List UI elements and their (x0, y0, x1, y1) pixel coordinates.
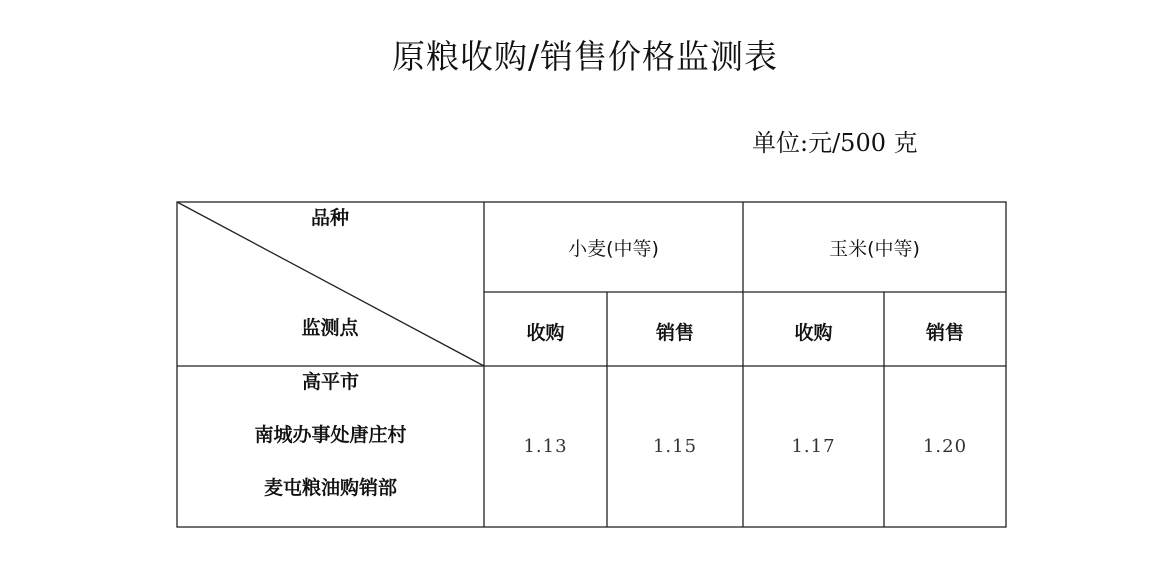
value-corn-sale: 1.20 (922, 436, 968, 457)
value-corn-purchase: 1.17 (791, 436, 836, 457)
corner-variety-label: 品种 (310, 207, 349, 229)
subheader-wheat-sale: 销售 (655, 322, 694, 344)
location-line-station: 麦屯粮油购销部 (263, 477, 397, 499)
location-line-city: 高平市 (301, 371, 359, 393)
subheader-corn-sale: 销售 (925, 322, 964, 344)
unit-label: 单位:元/500 克 (752, 129, 918, 157)
value-wheat-sale: 1.15 (652, 436, 698, 457)
variety-header-corn: 玉米(中等) (829, 238, 920, 260)
corner-location-label: 监测点 (301, 317, 359, 339)
subheader-corn-purchase: 收购 (794, 322, 833, 344)
variety-header-wheat: 小麦(中等) (568, 238, 659, 260)
subheader-wheat-purchase: 收购 (526, 322, 565, 344)
page-title: 原粮收购/销售价格监测表 (391, 37, 779, 76)
value-wheat-purchase: 1.13 (523, 436, 568, 457)
location-line-village: 南城办事处唐庄村 (254, 424, 407, 446)
